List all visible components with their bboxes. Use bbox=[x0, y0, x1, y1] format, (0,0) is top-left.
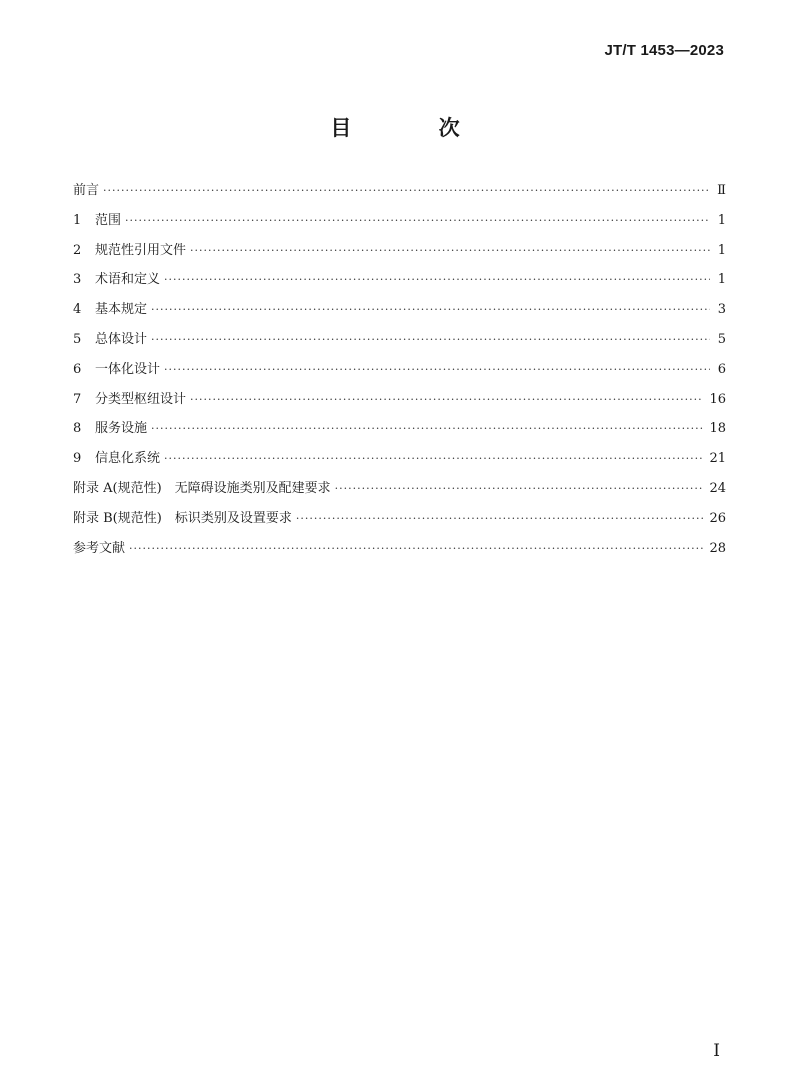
toc-entry-number: 1 bbox=[73, 212, 82, 228]
dot-leader bbox=[190, 385, 703, 415]
toc-entry-page: 18 bbox=[709, 421, 726, 437]
toc-entry-bibliography[interactable] bbox=[73, 534, 726, 564]
page-title: 目 次 bbox=[330, 116, 500, 140]
toc-entry-page: 24 bbox=[709, 480, 726, 496]
toc-entry-terms[interactable] bbox=[73, 265, 726, 295]
toc-entry-page: 6 bbox=[717, 361, 726, 377]
toc-entry-scope[interactable] bbox=[73, 206, 726, 236]
toc-entry-information-system[interactable] bbox=[73, 444, 726, 474]
toc-entry-label: 术语和定义 bbox=[95, 272, 161, 288]
toc-entry-page: 3 bbox=[717, 302, 726, 318]
toc-entry-label: 前言 bbox=[73, 183, 100, 198]
toc-entry-appendix-a[interactable] bbox=[73, 474, 726, 504]
dot-leader bbox=[151, 325, 710, 355]
toc-entry-number: 5 bbox=[73, 331, 82, 347]
toc-entry-page: 28 bbox=[709, 540, 726, 556]
table-of-contents bbox=[73, 176, 726, 563]
toc-entry-label: 分类型枢纽设计 bbox=[95, 391, 187, 407]
toc-entry-overall-design[interactable] bbox=[73, 325, 726, 355]
dot-leader bbox=[190, 236, 710, 266]
dot-leader bbox=[296, 504, 704, 534]
toc-entry-page: 16 bbox=[709, 391, 726, 407]
toc-entry-number: 7 bbox=[73, 391, 82, 407]
toc-entry-page: 26 bbox=[709, 510, 726, 526]
toc-entry-label: 信息化系统 bbox=[95, 451, 161, 467]
dot-leader bbox=[125, 206, 710, 236]
toc-entry-page: 5 bbox=[717, 331, 726, 347]
toc-entry-appendix-b[interactable] bbox=[73, 504, 726, 534]
toc-entry-basic-provisions[interactable] bbox=[73, 295, 726, 325]
toc-entry-page: 21 bbox=[709, 451, 726, 467]
toc-entry-number: 4 bbox=[73, 302, 82, 318]
toc-entry-page: Ⅱ bbox=[717, 183, 726, 198]
toc-entry-number: 8 bbox=[73, 421, 82, 437]
document-code: JT/T 1453—2023 bbox=[604, 42, 724, 59]
toc-entry-label: 参考文献 bbox=[73, 540, 126, 556]
toc-entry-foreword[interactable] bbox=[73, 176, 726, 206]
toc-entry-label: 附录 A(规范性) 无障碍设施类别及配建要求 bbox=[73, 480, 331, 496]
toc-entry-number: 3 bbox=[73, 272, 82, 288]
toc-entry-label: 总体设计 bbox=[95, 331, 148, 347]
toc-entry-page: 1 bbox=[717, 242, 726, 258]
page-number: I bbox=[713, 1041, 720, 1061]
toc-entry-number: 2 bbox=[73, 242, 82, 258]
toc-entry-label: 基本规定 bbox=[95, 302, 148, 318]
toc-entry-label: 附录 B(规范性) 标识类别及设置要求 bbox=[73, 510, 292, 526]
dot-leader bbox=[164, 265, 710, 295]
toc-entry-service-facilities[interactable] bbox=[73, 414, 726, 444]
dot-leader bbox=[103, 176, 710, 206]
toc-entry-normative-references[interactable] bbox=[73, 236, 726, 266]
dot-leader bbox=[129, 534, 703, 564]
dot-leader bbox=[151, 414, 703, 444]
toc-entry-label: 一体化设计 bbox=[95, 361, 161, 377]
toc-entry-hub-type-design[interactable] bbox=[73, 385, 726, 415]
toc-entry-page: 1 bbox=[717, 272, 726, 288]
toc-entry-label: 服务设施 bbox=[95, 421, 148, 437]
toc-entry-label: 规范性引用文件 bbox=[95, 242, 187, 258]
dot-leader bbox=[164, 444, 703, 474]
dot-leader bbox=[151, 295, 710, 325]
toc-entry-integrated-design[interactable] bbox=[73, 355, 726, 385]
toc-entry-number: 9 bbox=[73, 451, 82, 467]
toc-entry-number: 6 bbox=[73, 361, 82, 377]
toc-entry-page: 1 bbox=[717, 212, 726, 228]
dot-leader bbox=[335, 474, 704, 504]
toc-entry-label: 范围 bbox=[95, 212, 122, 228]
dot-leader bbox=[164, 355, 710, 385]
